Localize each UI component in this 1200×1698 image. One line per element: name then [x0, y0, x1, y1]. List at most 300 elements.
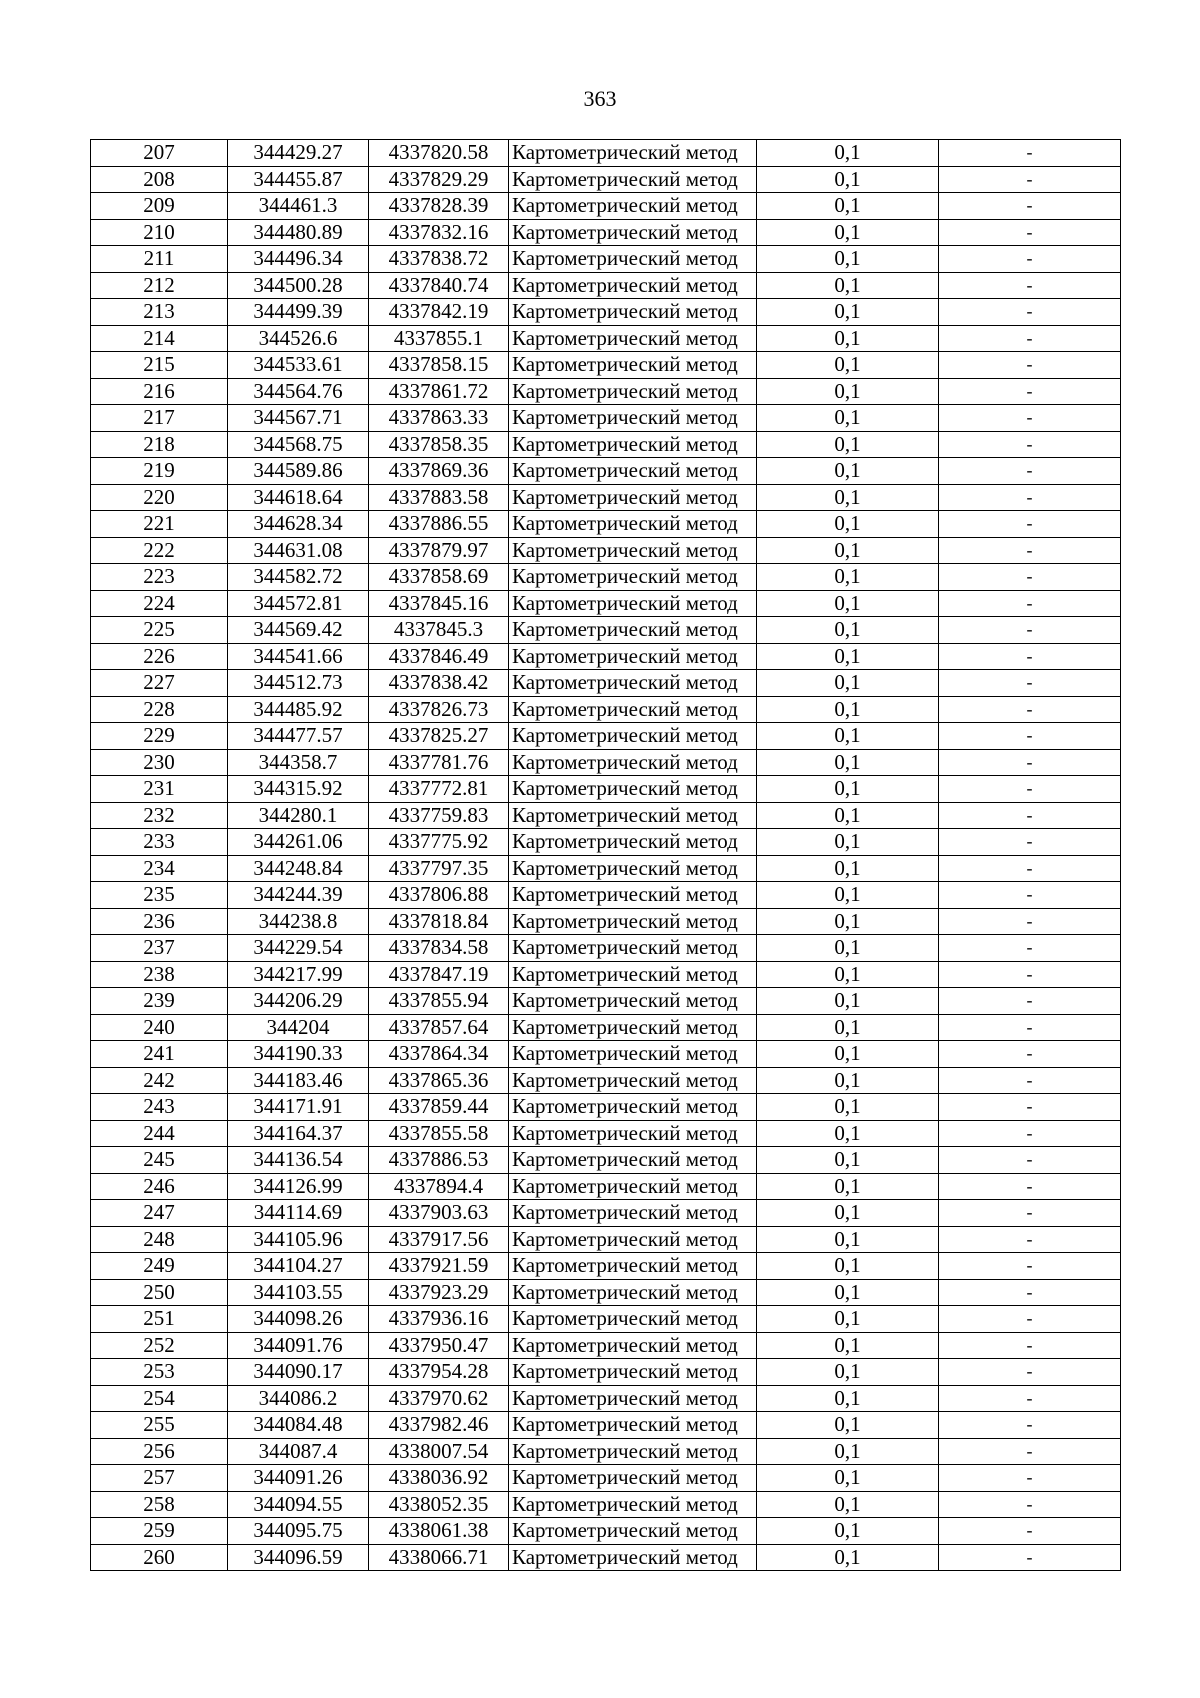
- table-row: [91, 352, 1121, 379]
- x-coordinate-cell: 344084.48: [228, 1412, 369, 1439]
- accuracy-cell: 0,1: [757, 643, 939, 670]
- accuracy-cell: 0,1: [757, 193, 939, 220]
- accuracy-cell: 0,1: [757, 723, 939, 750]
- table-row: [91, 140, 1121, 167]
- y-coordinate-cell: 4337921.59: [369, 1253, 509, 1280]
- note-cell: -: [939, 829, 1121, 856]
- y-coordinate-cell: 4337855.58: [369, 1120, 509, 1147]
- x-coordinate-cell: 344087.4: [228, 1438, 369, 1465]
- note-cell: -: [939, 1332, 1121, 1359]
- accuracy-cell: 0,1: [757, 405, 939, 432]
- note-cell: -: [939, 246, 1121, 273]
- note-cell: -: [939, 1014, 1121, 1041]
- accuracy-cell: 0,1: [757, 431, 939, 458]
- table-row: [91, 1385, 1121, 1412]
- x-coordinate-cell: 344533.61: [228, 352, 369, 379]
- point-number-cell: 218: [91, 431, 228, 458]
- point-number-cell: 219: [91, 458, 228, 485]
- accuracy-cell: 0,1: [757, 325, 939, 352]
- method-cell: Картометрический метод: [509, 1200, 757, 1227]
- note-cell: -: [939, 1147, 1121, 1174]
- x-coordinate-cell: 344280.1: [228, 802, 369, 829]
- accuracy-cell: 0,1: [757, 511, 939, 538]
- x-coordinate-cell: 344455.87: [228, 166, 369, 193]
- table-row: [91, 1491, 1121, 1518]
- x-coordinate-cell: 344499.39: [228, 299, 369, 326]
- table-row: [91, 272, 1121, 299]
- point-number-cell: 245: [91, 1147, 228, 1174]
- method-cell: Картометрический метод: [509, 1518, 757, 1545]
- x-coordinate-cell: 344589.86: [228, 458, 369, 485]
- point-number-cell: 223: [91, 564, 228, 591]
- x-coordinate-cell: 344104.27: [228, 1253, 369, 1280]
- coordinates-table: [90, 139, 1121, 1571]
- method-cell: Картометрический метод: [509, 1385, 757, 1412]
- accuracy-cell: 0,1: [757, 1306, 939, 1333]
- note-cell: -: [939, 564, 1121, 591]
- point-number-cell: 231: [91, 776, 228, 803]
- y-coordinate-cell: 4337838.42: [369, 670, 509, 697]
- page-number: 363: [583, 86, 617, 111]
- table-row: [91, 484, 1121, 511]
- x-coordinate-cell: 344206.29: [228, 988, 369, 1015]
- x-coordinate-cell: 344496.34: [228, 246, 369, 273]
- method-cell: Картометрический метод: [509, 1544, 757, 1571]
- x-coordinate-cell: 344229.54: [228, 935, 369, 962]
- point-number-cell: 250: [91, 1279, 228, 1306]
- x-coordinate-cell: 344096.59: [228, 1544, 369, 1571]
- note-cell: -: [939, 1094, 1121, 1121]
- accuracy-cell: 0,1: [757, 166, 939, 193]
- note-cell: -: [939, 1226, 1121, 1253]
- method-cell: Картометрический метод: [509, 723, 757, 750]
- x-coordinate-cell: 344261.06: [228, 829, 369, 856]
- method-cell: Картометрический метод: [509, 829, 757, 856]
- table-row: [91, 193, 1121, 220]
- y-coordinate-cell: 4337828.39: [369, 193, 509, 220]
- method-cell: Картометрический метод: [509, 458, 757, 485]
- accuracy-cell: 0,1: [757, 246, 939, 273]
- note-cell: -: [939, 1279, 1121, 1306]
- y-coordinate-cell: 4338052.35: [369, 1491, 509, 1518]
- x-coordinate-cell: 344091.76: [228, 1332, 369, 1359]
- y-coordinate-cell: 4337883.58: [369, 484, 509, 511]
- point-number-cell: 221: [91, 511, 228, 538]
- table-row: [91, 1067, 1121, 1094]
- y-coordinate-cell: 4337857.64: [369, 1014, 509, 1041]
- table-row: [91, 590, 1121, 617]
- method-cell: Картометрический метод: [509, 802, 757, 829]
- table-body: [91, 140, 1121, 1571]
- point-number-cell: 255: [91, 1412, 228, 1439]
- y-coordinate-cell: 4337864.34: [369, 1041, 509, 1068]
- method-cell: Картометрический метод: [509, 1094, 757, 1121]
- note-cell: -: [939, 802, 1121, 829]
- accuracy-cell: 0,1: [757, 484, 939, 511]
- table-row: [91, 219, 1121, 246]
- table-row: [91, 855, 1121, 882]
- method-cell: Картометрический метод: [509, 908, 757, 935]
- table-row: [91, 1200, 1121, 1227]
- point-number-cell: 211: [91, 246, 228, 273]
- y-coordinate-cell: 4337834.58: [369, 935, 509, 962]
- point-number-cell: 236: [91, 908, 228, 935]
- note-cell: -: [939, 670, 1121, 697]
- table-row: [91, 723, 1121, 750]
- method-cell: Картометрический метод: [509, 1491, 757, 1518]
- method-cell: Картометрический метод: [509, 299, 757, 326]
- accuracy-cell: 0,1: [757, 1544, 939, 1571]
- table-row: [91, 882, 1121, 909]
- accuracy-cell: 0,1: [757, 988, 939, 1015]
- note-cell: -: [939, 511, 1121, 538]
- accuracy-cell: 0,1: [757, 140, 939, 167]
- y-coordinate-cell: 4337759.83: [369, 802, 509, 829]
- table-row: [91, 1041, 1121, 1068]
- point-number-cell: 230: [91, 749, 228, 776]
- x-coordinate-cell: 344098.26: [228, 1306, 369, 1333]
- method-cell: Картометрический метод: [509, 935, 757, 962]
- table-row: [91, 643, 1121, 670]
- x-coordinate-cell: 344095.75: [228, 1518, 369, 1545]
- method-cell: Картометрический метод: [509, 1306, 757, 1333]
- x-coordinate-cell: 344315.92: [228, 776, 369, 803]
- point-number-cell: 254: [91, 1385, 228, 1412]
- point-number-cell: 227: [91, 670, 228, 697]
- y-coordinate-cell: 4337858.35: [369, 431, 509, 458]
- accuracy-cell: 0,1: [757, 1067, 939, 1094]
- note-cell: -: [939, 458, 1121, 485]
- method-cell: Картометрический метод: [509, 749, 757, 776]
- point-number-cell: 238: [91, 961, 228, 988]
- point-number-cell: 222: [91, 537, 228, 564]
- table-row: [91, 776, 1121, 803]
- point-number-cell: 229: [91, 723, 228, 750]
- point-number-cell: 210: [91, 219, 228, 246]
- method-cell: Картометрический метод: [509, 670, 757, 697]
- accuracy-cell: 0,1: [757, 1491, 939, 1518]
- table-row: [91, 1253, 1121, 1280]
- note-cell: -: [939, 961, 1121, 988]
- x-coordinate-cell: 344091.26: [228, 1465, 369, 1492]
- accuracy-cell: 0,1: [757, 458, 939, 485]
- note-cell: -: [939, 272, 1121, 299]
- y-coordinate-cell: 4337840.74: [369, 272, 509, 299]
- x-coordinate-cell: 344512.73: [228, 670, 369, 697]
- y-coordinate-cell: 4337970.62: [369, 1385, 509, 1412]
- point-number-cell: 259: [91, 1518, 228, 1545]
- point-number-cell: 214: [91, 325, 228, 352]
- accuracy-cell: 0,1: [757, 537, 939, 564]
- method-cell: Картометрический метод: [509, 643, 757, 670]
- accuracy-cell: 0,1: [757, 802, 939, 829]
- note-cell: -: [939, 1067, 1121, 1094]
- table-row: [91, 829, 1121, 856]
- point-number-cell: 253: [91, 1359, 228, 1386]
- method-cell: Картометрический метод: [509, 378, 757, 405]
- y-coordinate-cell: 4337829.29: [369, 166, 509, 193]
- point-number-cell: 237: [91, 935, 228, 962]
- y-coordinate-cell: 4337923.29: [369, 1279, 509, 1306]
- note-cell: -: [939, 723, 1121, 750]
- accuracy-cell: 0,1: [757, 696, 939, 723]
- y-coordinate-cell: 4337865.36: [369, 1067, 509, 1094]
- note-cell: -: [939, 1306, 1121, 1333]
- table-row: [91, 1306, 1121, 1333]
- method-cell: Картометрический метод: [509, 1279, 757, 1306]
- accuracy-cell: 0,1: [757, 749, 939, 776]
- accuracy-cell: 0,1: [757, 961, 939, 988]
- table-row: [91, 696, 1121, 723]
- method-cell: Картометрический метод: [509, 696, 757, 723]
- point-number-cell: 216: [91, 378, 228, 405]
- note-cell: -: [939, 378, 1121, 405]
- x-coordinate-cell: 344126.99: [228, 1173, 369, 1200]
- x-coordinate-cell: 344628.34: [228, 511, 369, 538]
- note-cell: -: [939, 219, 1121, 246]
- x-coordinate-cell: 344244.39: [228, 882, 369, 909]
- method-cell: Картометрический метод: [509, 405, 757, 432]
- method-cell: Картометрический метод: [509, 1359, 757, 1386]
- method-cell: Картометрический метод: [509, 484, 757, 511]
- accuracy-cell: 0,1: [757, 1200, 939, 1227]
- y-coordinate-cell: 4337861.72: [369, 378, 509, 405]
- table-row: [91, 537, 1121, 564]
- method-cell: Картометрический метод: [509, 1067, 757, 1094]
- point-number-cell: 225: [91, 617, 228, 644]
- point-number-cell: 242: [91, 1067, 228, 1094]
- y-coordinate-cell: 4338061.38: [369, 1518, 509, 1545]
- point-number-cell: 247: [91, 1200, 228, 1227]
- y-coordinate-cell: 4337869.36: [369, 458, 509, 485]
- table-row: [91, 1518, 1121, 1545]
- method-cell: Картометрический метод: [509, 537, 757, 564]
- note-cell: -: [939, 325, 1121, 352]
- x-coordinate-cell: 344480.89: [228, 219, 369, 246]
- table-row: [91, 988, 1121, 1015]
- note-cell: -: [939, 1438, 1121, 1465]
- note-cell: -: [939, 749, 1121, 776]
- y-coordinate-cell: 4337894.4: [369, 1173, 509, 1200]
- note-cell: -: [939, 855, 1121, 882]
- y-coordinate-cell: 4337950.47: [369, 1332, 509, 1359]
- table-row: [91, 749, 1121, 776]
- point-number-cell: 226: [91, 643, 228, 670]
- accuracy-cell: 0,1: [757, 1279, 939, 1306]
- note-cell: -: [939, 1359, 1121, 1386]
- table-row: [91, 1014, 1121, 1041]
- method-cell: Картометрический метод: [509, 1173, 757, 1200]
- y-coordinate-cell: 4337858.69: [369, 564, 509, 591]
- method-cell: Картометрический метод: [509, 564, 757, 591]
- point-number-cell: 207: [91, 140, 228, 167]
- x-coordinate-cell: 344564.76: [228, 378, 369, 405]
- note-cell: -: [939, 590, 1121, 617]
- y-coordinate-cell: 4337917.56: [369, 1226, 509, 1253]
- point-number-cell: 228: [91, 696, 228, 723]
- x-coordinate-cell: 344618.64: [228, 484, 369, 511]
- x-coordinate-cell: 344568.75: [228, 431, 369, 458]
- table-row: [91, 1120, 1121, 1147]
- accuracy-cell: 0,1: [757, 670, 939, 697]
- point-number-cell: 239: [91, 988, 228, 1015]
- table-row: [91, 1332, 1121, 1359]
- y-coordinate-cell: 4337886.55: [369, 511, 509, 538]
- note-cell: -: [939, 776, 1121, 803]
- accuracy-cell: 0,1: [757, 564, 939, 591]
- point-number-cell: 212: [91, 272, 228, 299]
- table-row: [91, 1226, 1121, 1253]
- note-cell: -: [939, 405, 1121, 432]
- y-coordinate-cell: 4337772.81: [369, 776, 509, 803]
- y-coordinate-cell: 4338066.71: [369, 1544, 509, 1571]
- accuracy-cell: 0,1: [757, 1041, 939, 1068]
- point-number-cell: 224: [91, 590, 228, 617]
- note-cell: -: [939, 1385, 1121, 1412]
- accuracy-cell: 0,1: [757, 378, 939, 405]
- point-number-cell: 244: [91, 1120, 228, 1147]
- accuracy-cell: 0,1: [757, 855, 939, 882]
- point-number-cell: 260: [91, 1544, 228, 1571]
- method-cell: Картометрический метод: [509, 246, 757, 273]
- x-coordinate-cell: 344526.6: [228, 325, 369, 352]
- accuracy-cell: 0,1: [757, 1332, 939, 1359]
- note-cell: -: [939, 299, 1121, 326]
- table-row: [91, 246, 1121, 273]
- accuracy-cell: 0,1: [757, 1094, 939, 1121]
- table-row: [91, 1465, 1121, 1492]
- method-cell: Картометрический метод: [509, 1438, 757, 1465]
- point-number-cell: 248: [91, 1226, 228, 1253]
- accuracy-cell: 0,1: [757, 1226, 939, 1253]
- x-coordinate-cell: 344461.3: [228, 193, 369, 220]
- point-number-cell: 215: [91, 352, 228, 379]
- method-cell: Картометрический метод: [509, 961, 757, 988]
- y-coordinate-cell: 4337903.63: [369, 1200, 509, 1227]
- note-cell: -: [939, 1544, 1121, 1571]
- accuracy-cell: 0,1: [757, 272, 939, 299]
- method-cell: Картометрический метод: [509, 882, 757, 909]
- x-coordinate-cell: 344094.55: [228, 1491, 369, 1518]
- point-number-cell: 217: [91, 405, 228, 432]
- method-cell: Картометрический метод: [509, 431, 757, 458]
- table-row: [91, 1173, 1121, 1200]
- x-coordinate-cell: 344569.42: [228, 617, 369, 644]
- x-coordinate-cell: 344631.08: [228, 537, 369, 564]
- point-number-cell: 208: [91, 166, 228, 193]
- x-coordinate-cell: 344204: [228, 1014, 369, 1041]
- x-coordinate-cell: 344171.91: [228, 1094, 369, 1121]
- x-coordinate-cell: 344477.57: [228, 723, 369, 750]
- note-cell: -: [939, 1173, 1121, 1200]
- accuracy-cell: 0,1: [757, 908, 939, 935]
- x-coordinate-cell: 344103.55: [228, 1279, 369, 1306]
- accuracy-cell: 0,1: [757, 776, 939, 803]
- note-cell: -: [939, 617, 1121, 644]
- method-cell: Картометрический метод: [509, 1041, 757, 1068]
- method-cell: Картометрический метод: [509, 617, 757, 644]
- point-number-cell: 220: [91, 484, 228, 511]
- y-coordinate-cell: 4337863.33: [369, 405, 509, 432]
- y-coordinate-cell: 4337859.44: [369, 1094, 509, 1121]
- y-coordinate-cell: 4337775.92: [369, 829, 509, 856]
- y-coordinate-cell: 4337846.49: [369, 643, 509, 670]
- table-row: [91, 670, 1121, 697]
- accuracy-cell: 0,1: [757, 935, 939, 962]
- method-cell: Картометрический метод: [509, 855, 757, 882]
- y-coordinate-cell: 4337855.1: [369, 325, 509, 352]
- x-coordinate-cell: 344238.8: [228, 908, 369, 935]
- point-number-cell: 209: [91, 193, 228, 220]
- point-number-cell: 249: [91, 1253, 228, 1280]
- note-cell: -: [939, 1253, 1121, 1280]
- table-row: [91, 1279, 1121, 1306]
- x-coordinate-cell: 344217.99: [228, 961, 369, 988]
- y-coordinate-cell: 4337936.16: [369, 1306, 509, 1333]
- table-row: [91, 617, 1121, 644]
- note-cell: -: [939, 1465, 1121, 1492]
- table-row: [91, 1147, 1121, 1174]
- x-coordinate-cell: 344190.33: [228, 1041, 369, 1068]
- note-cell: -: [939, 1120, 1121, 1147]
- method-cell: Картометрический метод: [509, 1147, 757, 1174]
- x-coordinate-cell: 344248.84: [228, 855, 369, 882]
- accuracy-cell: 0,1: [757, 1465, 939, 1492]
- y-coordinate-cell: 4337832.16: [369, 219, 509, 246]
- method-cell: Картометрический метод: [509, 140, 757, 167]
- accuracy-cell: 0,1: [757, 1518, 939, 1545]
- point-number-cell: 213: [91, 299, 228, 326]
- accuracy-cell: 0,1: [757, 352, 939, 379]
- table-row: [91, 325, 1121, 352]
- note-cell: -: [939, 908, 1121, 935]
- note-cell: -: [939, 1412, 1121, 1439]
- y-coordinate-cell: 4337842.19: [369, 299, 509, 326]
- note-cell: -: [939, 1491, 1121, 1518]
- point-number-cell: 252: [91, 1332, 228, 1359]
- x-coordinate-cell: 344582.72: [228, 564, 369, 591]
- y-coordinate-cell: 4337797.35: [369, 855, 509, 882]
- table-row: [91, 1094, 1121, 1121]
- note-cell: -: [939, 643, 1121, 670]
- note-cell: -: [939, 484, 1121, 511]
- method-cell: Картометрический метод: [509, 1253, 757, 1280]
- x-coordinate-cell: 344485.92: [228, 696, 369, 723]
- y-coordinate-cell: 4337818.84: [369, 908, 509, 935]
- method-cell: Картометрический метод: [509, 166, 757, 193]
- method-cell: Картометрический метод: [509, 1465, 757, 1492]
- x-coordinate-cell: 344572.81: [228, 590, 369, 617]
- point-number-cell: 258: [91, 1491, 228, 1518]
- method-cell: Картометрический метод: [509, 1332, 757, 1359]
- table-row: [91, 1544, 1121, 1571]
- note-cell: -: [939, 140, 1121, 167]
- y-coordinate-cell: 4337845.3: [369, 617, 509, 644]
- x-coordinate-cell: 344136.54: [228, 1147, 369, 1174]
- y-coordinate-cell: 4337886.53: [369, 1147, 509, 1174]
- y-coordinate-cell: 4337858.15: [369, 352, 509, 379]
- table-row: [91, 935, 1121, 962]
- method-cell: Картометрический метод: [509, 776, 757, 803]
- accuracy-cell: 0,1: [757, 1359, 939, 1386]
- table-row: [91, 802, 1121, 829]
- accuracy-cell: 0,1: [757, 617, 939, 644]
- point-number-cell: 241: [91, 1041, 228, 1068]
- method-cell: Картометрический метод: [509, 1226, 757, 1253]
- method-cell: Картометрический метод: [509, 511, 757, 538]
- note-cell: -: [939, 537, 1121, 564]
- table-row: [91, 564, 1121, 591]
